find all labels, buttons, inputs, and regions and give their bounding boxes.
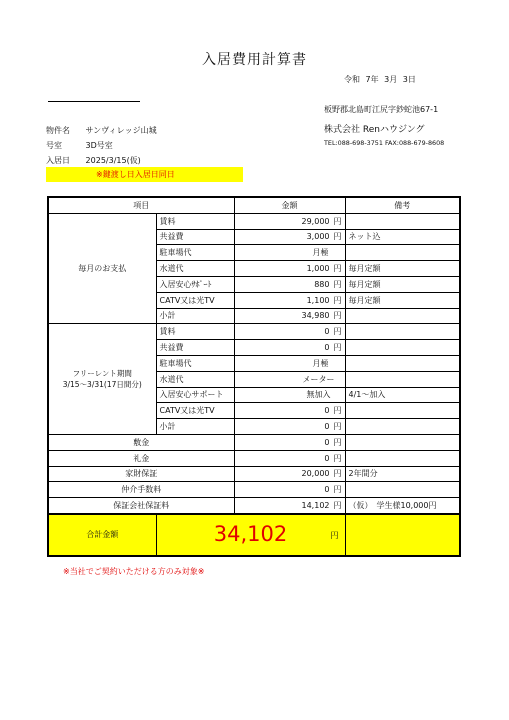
table-row bbox=[48, 466, 460, 482]
row-amount: 円 0 bbox=[234, 340, 345, 356]
row-note bbox=[345, 482, 460, 498]
row-note: 4/1～加入 bbox=[345, 387, 460, 403]
room-value: 3D号室 bbox=[85, 141, 113, 150]
row-amount: 円 0 bbox=[234, 482, 345, 498]
row-note: 毎月定額 bbox=[345, 261, 460, 277]
row-item: CATV又は光TV bbox=[156, 403, 234, 419]
yen-unit: 円 bbox=[333, 295, 342, 305]
cost-table bbox=[47, 196, 461, 557]
property-value: サンヴィレッジ山城 bbox=[85, 126, 157, 135]
contract-footnote: ※当社でご契約いただける方のみ対象※ bbox=[63, 567, 205, 576]
table-row bbox=[48, 450, 460, 466]
total-amount-cell bbox=[156, 514, 345, 556]
row-amount: 円 880 bbox=[234, 276, 345, 292]
row-note bbox=[345, 371, 460, 387]
row-amount: 月極 bbox=[234, 355, 345, 371]
yen-unit: 円 bbox=[333, 453, 342, 463]
row-note: 2年間分 bbox=[345, 466, 460, 482]
row-item: 共益費 bbox=[156, 340, 234, 356]
move-in-value: 2025/3/15(仮) bbox=[85, 156, 141, 165]
yen-unit: 円 bbox=[333, 501, 342, 511]
monthly-group-label: 毎月のお支払 bbox=[48, 213, 156, 324]
row-note bbox=[345, 340, 460, 356]
total-label: 合計金額 bbox=[48, 514, 156, 556]
row-amount: 円 0 bbox=[234, 434, 345, 450]
row-amount: 円 3,000 bbox=[234, 229, 345, 245]
row-amount: 円 0 bbox=[234, 403, 345, 419]
row-item: 入居安心サポート bbox=[156, 387, 234, 403]
row-amount: 月極 bbox=[234, 245, 345, 261]
row-note bbox=[345, 245, 460, 261]
property-field bbox=[46, 125, 157, 136]
row-amount: 円 0 bbox=[234, 324, 345, 340]
header-note: 備考 bbox=[345, 197, 460, 213]
room-label: 号室 bbox=[46, 141, 62, 150]
header-item: 項目 bbox=[48, 197, 234, 213]
issue-date: 令和 7年 3月 3日 bbox=[344, 75, 416, 84]
row-item: 小計 bbox=[156, 419, 234, 435]
row-note bbox=[345, 213, 460, 229]
row-amount: 円 1,100 bbox=[234, 292, 345, 308]
row-amount: 円 14,102 bbox=[234, 498, 345, 514]
row-note: ネット込 bbox=[345, 229, 460, 245]
yen-unit: 円 bbox=[333, 422, 342, 432]
row-amount: 円 0 bbox=[234, 419, 345, 435]
total-note bbox=[345, 514, 460, 556]
row-amount: 円 0 bbox=[234, 450, 345, 466]
row-amount: 無加入 bbox=[234, 387, 345, 403]
row-amount: 円 20,000 bbox=[234, 466, 345, 482]
row-item: 駐車場代 bbox=[156, 245, 234, 261]
yen-unit: 円 bbox=[333, 264, 342, 274]
row-amount: 円 29,000 bbox=[234, 213, 345, 229]
row-item: 共益費 bbox=[156, 229, 234, 245]
yen-unit: 円 bbox=[333, 437, 342, 447]
freerent-group-label bbox=[48, 324, 156, 435]
yen-unit: 円 bbox=[333, 232, 342, 242]
move-in-field bbox=[46, 155, 141, 166]
row-item: 駐車場代 bbox=[156, 355, 234, 371]
row-note bbox=[345, 419, 460, 435]
row-note bbox=[345, 403, 460, 419]
row-item: 仲介手数料 bbox=[48, 482, 234, 498]
yen-unit: 円 bbox=[333, 469, 342, 479]
table-row bbox=[48, 324, 460, 340]
row-amount: 円 1,000 bbox=[234, 261, 345, 277]
total-yen: 円 bbox=[330, 530, 339, 540]
key-handover-notice: ※鍵渡し日入居日同日 bbox=[46, 167, 243, 182]
row-note: 毎月定額 bbox=[345, 292, 460, 308]
yen-unit: 円 bbox=[333, 216, 342, 226]
row-item: 敷金 bbox=[48, 434, 234, 450]
yen-unit: 円 bbox=[333, 485, 342, 495]
yen-unit: 円 bbox=[333, 406, 342, 416]
freerent-label-line2: 3/15～3/31(17日間分) bbox=[62, 380, 142, 390]
company-address: 板野郡北島町江尻字鈔蛇池67-1 bbox=[324, 105, 439, 114]
total-amount: 34,102 bbox=[213, 522, 288, 547]
row-note bbox=[345, 308, 460, 324]
row-item: 小計 bbox=[156, 308, 234, 324]
table-header-row bbox=[48, 197, 460, 213]
row-note: （仮） 学生様10,000円 bbox=[345, 498, 460, 514]
header-amount: 金額 bbox=[234, 197, 345, 213]
total-row bbox=[48, 514, 460, 556]
room-field bbox=[46, 140, 113, 151]
company-name: 株式会社 Renハウジング bbox=[324, 125, 425, 135]
row-note bbox=[345, 434, 460, 450]
table-row bbox=[48, 482, 460, 498]
row-item: 賃料 bbox=[156, 324, 234, 340]
yen-unit: 円 bbox=[333, 343, 342, 353]
row-item: 保証会社保証料 bbox=[48, 498, 234, 514]
move-in-label: 入居日 bbox=[46, 156, 70, 165]
row-item: 水道代 bbox=[156, 371, 234, 387]
row-note bbox=[345, 355, 460, 371]
row-amount: メーター bbox=[234, 371, 345, 387]
row-item: 家財保証 bbox=[48, 466, 234, 482]
yen-unit: 円 bbox=[333, 327, 342, 337]
row-note: 毎月定額 bbox=[345, 276, 460, 292]
row-item: 入居安心ｻﾎﾟｰﾄ bbox=[156, 276, 234, 292]
row-item: CATV又は光TV bbox=[156, 292, 234, 308]
row-item: 礼金 bbox=[48, 450, 234, 466]
recipient-name-line bbox=[48, 101, 140, 102]
row-item: 水道代 bbox=[156, 261, 234, 277]
row-note bbox=[345, 324, 460, 340]
table-row bbox=[48, 434, 460, 450]
company-tel-fax: TEL:088-698-3751 FAX:088-679-8608 bbox=[324, 139, 445, 147]
table-row bbox=[48, 498, 460, 514]
row-item: 賃料 bbox=[156, 213, 234, 229]
row-note bbox=[345, 450, 460, 466]
row-amount: 円 34,980 bbox=[234, 308, 345, 324]
property-label: 物件名 bbox=[46, 126, 70, 135]
table-row bbox=[48, 213, 460, 229]
document-title: 入居費用計算書 bbox=[202, 52, 307, 68]
yen-unit: 円 bbox=[333, 279, 342, 289]
freerent-label-line1: フリーレント期間 bbox=[72, 369, 132, 379]
yen-unit: 円 bbox=[333, 311, 342, 321]
